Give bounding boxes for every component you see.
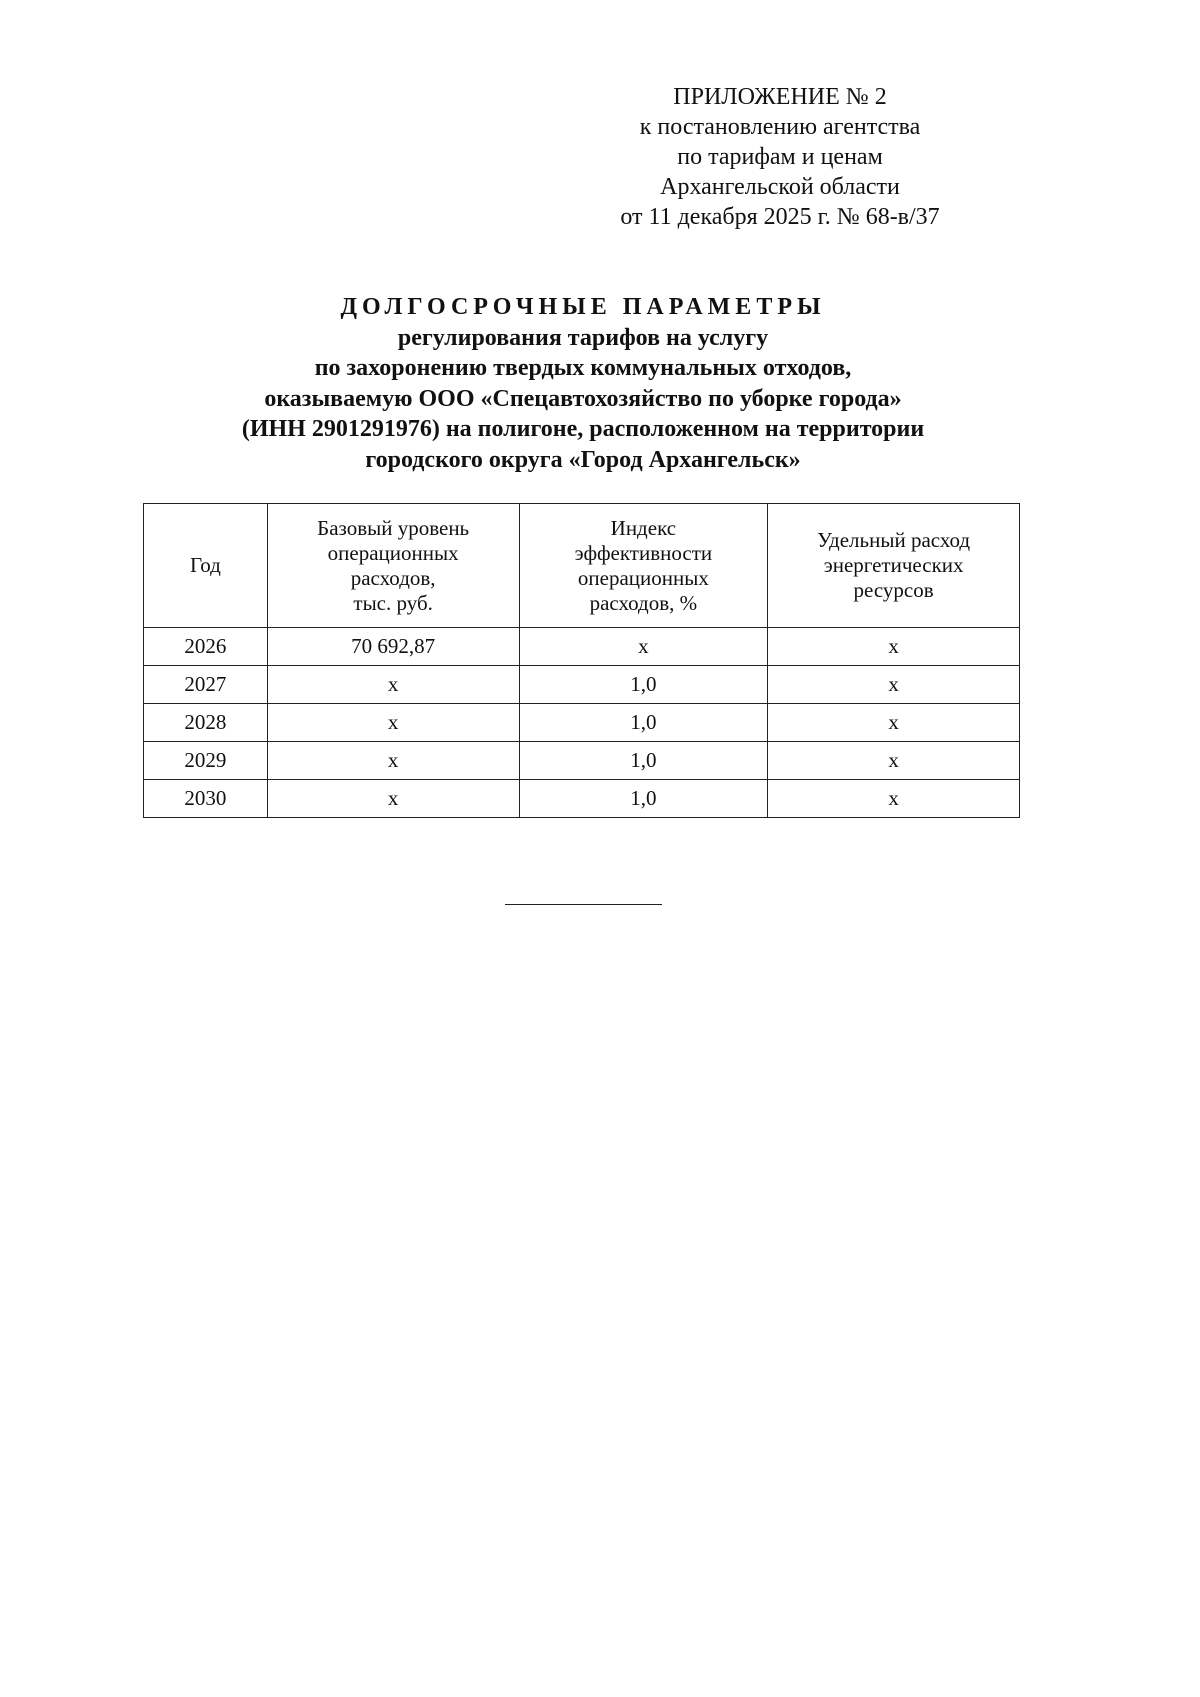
table-row	[144, 666, 1020, 704]
table-row	[144, 780, 1020, 818]
value-cell: х	[768, 628, 1020, 666]
table-row	[144, 628, 1020, 666]
appendix-date: от 11 декабря 2025 г. № 68-в/37	[620, 204, 940, 230]
column-header-line: Удельный расход	[817, 528, 971, 552]
appendix-number: ПРИЛОЖЕНИЕ № 2	[673, 84, 887, 110]
year-cell: 2030	[144, 780, 268, 818]
column-header-line: тыс. руб.	[353, 590, 433, 615]
year-cell: 2026	[144, 628, 268, 666]
column-header	[144, 504, 268, 628]
value-cell: х	[267, 780, 519, 818]
value-cell: 70 692,87	[267, 628, 519, 666]
year-cell: 2029	[144, 742, 268, 780]
year-cell: 2027	[144, 666, 268, 704]
value-cell: 1,0	[519, 742, 768, 780]
column-header-line: Индекс	[610, 515, 677, 540]
value-cell: х	[267, 742, 519, 780]
title-line: по захоронению твердых коммунальных отходов,	[314, 355, 852, 381]
column-header-line: Базовый уровень	[317, 515, 470, 540]
value-cell: х	[267, 704, 519, 742]
table-row	[144, 742, 1020, 780]
column-header	[768, 504, 1020, 628]
value-cell: х	[768, 742, 1020, 780]
column-header-line: эффективности	[574, 540, 713, 565]
column-header-line: операционных	[577, 565, 709, 590]
year-cell: 2028	[144, 704, 268, 742]
table-row	[144, 704, 1020, 742]
column-header-line: операционных	[327, 540, 459, 565]
appendix-header	[580, 82, 980, 232]
column-header-line: энергетических	[823, 553, 964, 577]
end-separator-line	[505, 904, 662, 905]
value-cell: х	[768, 780, 1020, 818]
column-header-line: расходов,	[350, 565, 436, 590]
parameters-table	[143, 503, 1020, 818]
column-header-line: Год	[189, 553, 221, 577]
column-header	[267, 504, 519, 628]
appendix-line: по тарифам и ценам	[677, 144, 883, 170]
title-main: ДОЛГОСРОЧНЫЕ ПАРАМЕТРЫ	[340, 294, 826, 320]
value-cell: х	[267, 666, 519, 704]
value-cell: 1,0	[519, 704, 768, 742]
column-header-line: расходов, %	[589, 590, 698, 615]
title-line: оказываемую ООО «Спецавтохозяйство по уборке города»	[264, 385, 902, 412]
appendix-line: к постановлению агентства	[639, 114, 921, 140]
title-line: регулирования тарифов на услугу	[397, 324, 769, 351]
column-header-line: ресурсов	[853, 578, 934, 602]
title-line: городского округа «Город Архангельск»	[365, 446, 801, 473]
value-cell: 1,0	[519, 780, 768, 818]
document-title	[183, 292, 983, 475]
column-header	[519, 504, 768, 628]
table-header-row	[144, 504, 1020, 628]
appendix-line: Архангельской области	[660, 174, 900, 200]
value-cell: х	[519, 628, 768, 666]
value-cell: х	[768, 666, 1020, 704]
value-cell: 1,0	[519, 666, 768, 704]
value-cell: х	[768, 704, 1020, 742]
title-line: (ИНН 2901291976) на полигоне, расположенном на территории	[241, 416, 925, 442]
